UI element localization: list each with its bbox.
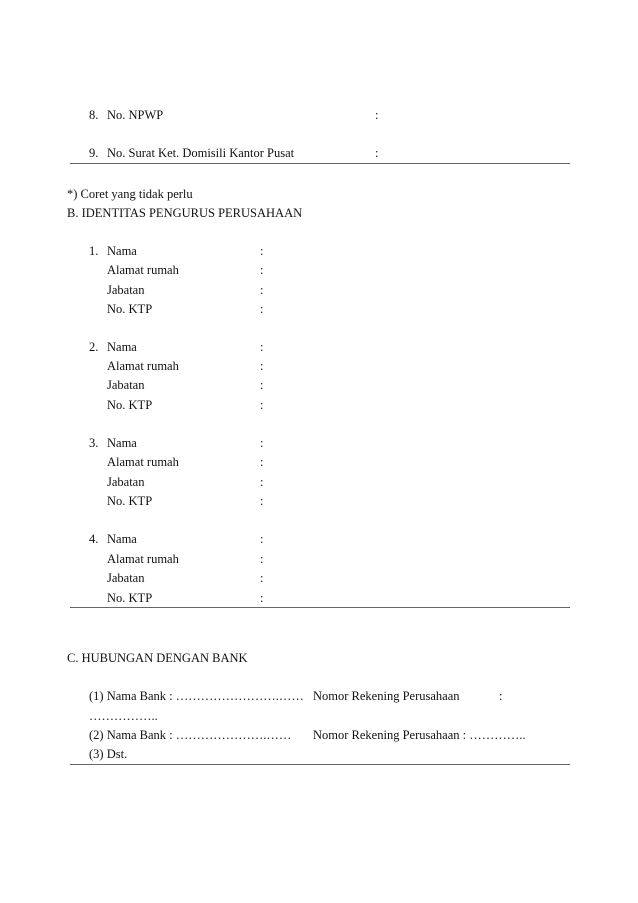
field-colon: : xyxy=(260,302,264,316)
field-colon: : xyxy=(260,436,264,450)
field-colon: : xyxy=(260,378,264,392)
bank-line-1-continuation: …………….. xyxy=(89,709,158,723)
field-label: Jabatan xyxy=(107,378,145,392)
field-label: No. KTP xyxy=(107,398,153,412)
divider-line xyxy=(70,764,570,765)
field-colon: : xyxy=(375,108,379,122)
field-colon: : xyxy=(260,263,264,277)
divider-line xyxy=(70,163,570,164)
footnote: *) Coret yang tidak perlu xyxy=(67,187,193,201)
account-number-label: Nomor Rekening Perusahaan : ………….. xyxy=(313,728,526,742)
account-number-label: Nomor Rekening Perusahaan xyxy=(313,689,460,703)
bank-line-2: (2) Nama Bank : ………………….…… xyxy=(89,728,292,742)
field-label: Nama xyxy=(107,244,137,258)
item-number: 9. xyxy=(89,146,99,160)
field-label: No. KTP xyxy=(107,494,153,508)
field-colon: : xyxy=(260,455,264,469)
bank-line-3: (3) Dst. xyxy=(89,747,128,761)
field-label: Alamat rumah xyxy=(107,359,179,373)
person-number: 2. xyxy=(89,340,99,354)
field-colon: : xyxy=(260,494,264,508)
section-b-heading: B. IDENTITAS PENGURUS PERUSAHAAN xyxy=(67,206,303,220)
field-colon: : xyxy=(260,591,264,605)
item-number: 8. xyxy=(89,108,99,122)
bank-line-1: (1) Nama Bank : …………………….…… xyxy=(89,689,304,703)
field-label: Nama xyxy=(107,340,137,354)
person-number: 4. xyxy=(89,532,99,546)
field-label: Nama xyxy=(107,436,137,450)
person-number: 3. xyxy=(89,436,99,450)
field-colon: : xyxy=(260,283,264,297)
field-label: No. KTP xyxy=(107,591,153,605)
field-label: Jabatan xyxy=(107,571,145,585)
field-colon: : xyxy=(499,689,503,703)
field-colon: : xyxy=(260,244,264,258)
person-number: 1. xyxy=(89,244,99,258)
field-colon: : xyxy=(375,146,379,160)
field-label: Alamat rumah xyxy=(107,552,179,566)
field-label: Alamat rumah xyxy=(107,263,179,277)
field-label-domisili: No. Surat Ket. Domisili Kantor Pusat xyxy=(107,146,295,160)
field-label: Jabatan xyxy=(107,283,145,297)
divider-line xyxy=(70,607,570,608)
section-c-heading: C. HUBUNGAN DENGAN BANK xyxy=(67,651,248,665)
field-label: Jabatan xyxy=(107,475,145,489)
field-colon: : xyxy=(260,398,264,412)
field-colon: : xyxy=(260,552,264,566)
field-colon: : xyxy=(260,359,264,373)
field-colon: : xyxy=(260,340,264,354)
field-colon: : xyxy=(260,571,264,585)
field-colon: : xyxy=(260,532,264,546)
field-label: No. KTP xyxy=(107,302,153,316)
field-colon: : xyxy=(260,475,264,489)
field-label: Nama xyxy=(107,532,137,546)
field-label: Alamat rumah xyxy=(107,455,179,469)
field-label-npwp: No. NPWP xyxy=(107,108,164,122)
